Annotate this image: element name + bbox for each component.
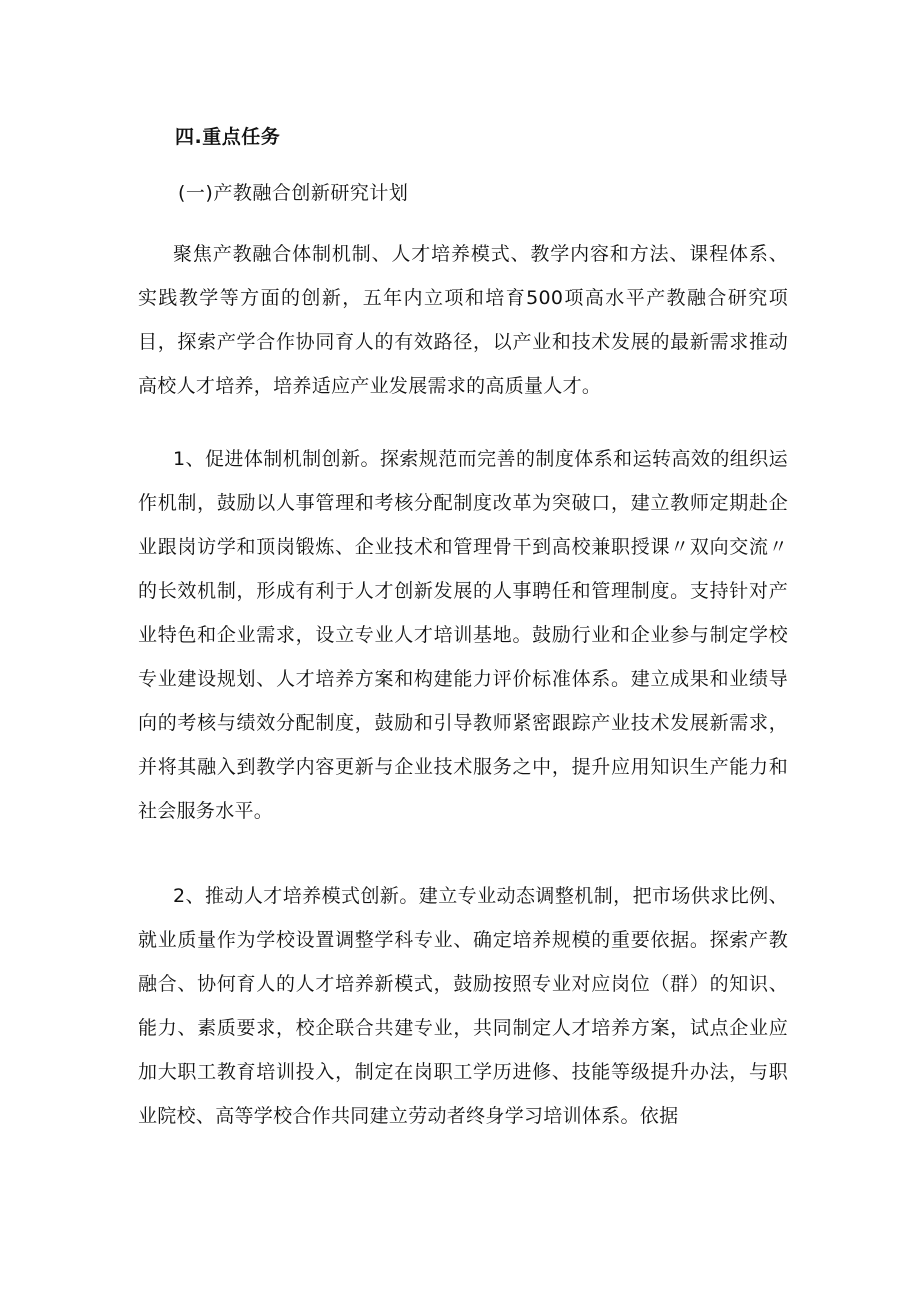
paragraph-item-2: 2、推动人才培养模式创新。建立专业动态调整机制，把市场供求比例、就业质量作为学校设置调整学科专业、确定培养规模的重要依据。探索产教融合、协何育人的人才培养新模式，鼓励按照专业对应岗位（群）的知识、能力、素质要求，校企联合共建专业，共同制定人才培养方案，试点企业应加大职工教育培训投入，制定在岗职工学历进修、技能等级提升办法，与职业院校、高等学校合作共同建立劳动者终身学习培训体系。依据 — [138, 885, 788, 1127]
section-heading: 四.重点任务 — [175, 126, 281, 148]
paragraph-item-1: 1、促进体制机制创新。探索规范而完善的制度体系和运转高效的组织运作机制，鼓励以人事管理和考核分配制度改革为突破口，建立教师定期赴企业跟岗访学和顶岗锻炼、企业技术和管理骨干到高校兼职授课〃双向交流〃的长效机制，形成有利于人才创新发展的人事聘任和管理制度。支持针对产业特色和企业需求，设立专业人才培训基地。鼓励行业和企业参与制定学校专业建设规划、人才培养方案和构建能力评价标准体系。建立成果和业绩导向的考核与绩效分配制度，鼓励和引导教师紧密跟踪产业技术发展新需求，并将其融入到教学内容更新与企业技术服务之中，提升应用知识生产能力和社会服务水平。 — [138, 448, 788, 822]
paragraph-intro: 聚焦产教融合体制机制、人才培养模式、教学内容和方法、课程体系、实践教学等方面的创新，五年内立项和培育500项高水平产教融合研究项目，探索产学合作协同育人的有效路径，以产业和技术发展的最新需求推动高校人才培养，培养适应产业发展需求的高质量人才。 — [138, 243, 788, 397]
subsection-heading: (一)产教融合创新研究计划 — [178, 182, 409, 204]
